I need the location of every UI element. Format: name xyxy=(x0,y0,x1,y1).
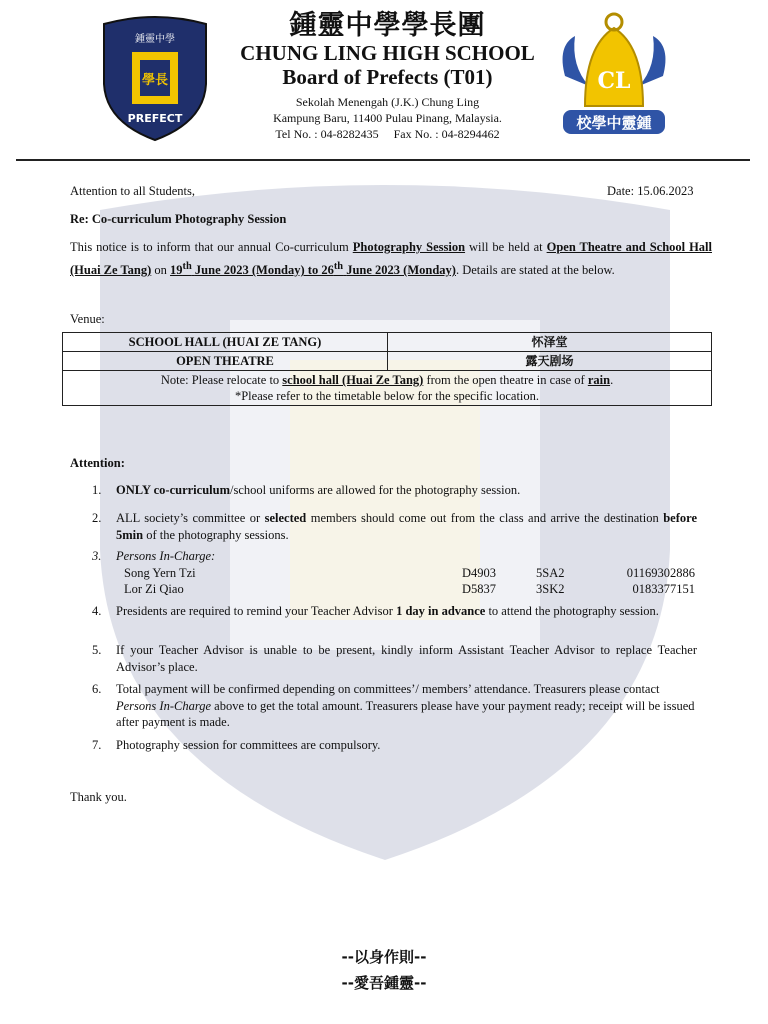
left-logo-char: 學長 xyxy=(141,73,169,88)
item-number: 7. xyxy=(92,738,102,752)
person-id: D5837 xyxy=(462,581,497,596)
item-4-bold: 1 day in advance xyxy=(396,604,486,618)
motto-line-1: --以身作則-- xyxy=(341,948,427,966)
table-row xyxy=(63,333,712,352)
item-1-bold: ONLY co-curriculum xyxy=(116,483,230,497)
date-start-sup: th xyxy=(182,261,192,272)
contact-line xyxy=(220,126,555,142)
intro-dates xyxy=(170,263,456,277)
item-number: 6. xyxy=(92,682,102,696)
table-row xyxy=(63,371,712,406)
left-logo-cn: 鍾靈中學 xyxy=(135,34,175,45)
list-item xyxy=(92,510,697,543)
intro-place: Open Theatre and School Hall (Huai Ze Tang) xyxy=(70,240,712,278)
item-6-text-a: Total payment will be confirmed depending on committees’/ members’ attendance. Treasurers please contact xyxy=(116,682,660,696)
person-phone: 01169302886 xyxy=(626,565,695,580)
address: Kampung Baru, 11400 Pulau Pinang, Malaysia. xyxy=(273,111,502,125)
letterhead xyxy=(220,10,555,142)
fax: Fax No. : 04-8294462 xyxy=(393,127,500,141)
person-row xyxy=(116,581,697,597)
item-2-text-b: members should come out from the class and arrive the destination xyxy=(310,511,659,525)
item-6-italic: Persons In-Charge xyxy=(116,698,212,713)
intro-paragraph xyxy=(70,238,712,280)
item-1-text: /school uniforms are allowed for the photography session. xyxy=(230,483,521,497)
right-logo-cn: 校學中靈鍾 xyxy=(576,114,652,132)
date-end-sup: th xyxy=(333,261,344,272)
list-item xyxy=(92,548,697,597)
left-logo-word: PREFECT xyxy=(127,112,183,125)
venue-label: Venue: xyxy=(70,312,105,326)
person-phone: 0183377151 xyxy=(632,581,695,596)
venue-en: SCHOOL HALL (HUAI ZE TANG) xyxy=(63,333,388,352)
school-name: CHUNG LING HIGH SCHOOL xyxy=(240,41,535,65)
person-id: D4903 xyxy=(462,565,497,580)
date-line: Date: 15.06.2023 xyxy=(607,184,694,198)
venue-cn: 怀泽堂 xyxy=(388,333,712,352)
note-place: school hall (Huai Ze Tang) xyxy=(282,373,424,387)
intro-text-1: This notice is to inform that our annual Co-curriculum xyxy=(70,240,349,254)
item-2-bold-1: selected xyxy=(264,511,307,525)
list-item xyxy=(92,642,697,675)
attention-heading: Attention: xyxy=(70,456,125,470)
person-name: Song Yern Tzi xyxy=(124,565,196,580)
venue-table xyxy=(62,332,712,406)
person-class: 5SA2 xyxy=(536,565,565,580)
motto-line-2: --愛吾鍾靈-- xyxy=(341,974,427,992)
item-number: 5. xyxy=(92,643,102,657)
note-text-a: Note: Please relocate to xyxy=(160,373,280,387)
header-rule xyxy=(16,159,750,161)
note-text-c: . xyxy=(610,373,614,387)
board-name: Board of Prefects (T01) xyxy=(282,65,493,89)
item-6-text-b: above to get the total amount. Treasurers please have your payment ready; receipt will be issued after payment is made. xyxy=(116,698,695,729)
date-range-mid: June 2023 (Monday) to 26 xyxy=(194,263,334,278)
right-logo-mark: CL xyxy=(597,68,631,94)
table-row xyxy=(63,352,712,371)
item-number: 3. xyxy=(92,549,102,563)
malay-name: Sekolah Menengah (J.K.) Chung Ling xyxy=(295,95,480,109)
person-name: Lor Zi Qiao xyxy=(124,581,184,596)
venue-en: OPEN THEATRE xyxy=(63,352,388,371)
item-number: 1. xyxy=(92,483,102,497)
person-row xyxy=(116,565,697,581)
persons-in-charge-title: Persons In-Charge: xyxy=(116,549,216,563)
venue-cn: 露天剧场 xyxy=(388,352,712,371)
school-bell-logo xyxy=(555,6,673,146)
intro-text-3: on xyxy=(154,263,167,278)
item-number: 2. xyxy=(92,511,102,525)
prefect-shield-logo xyxy=(100,14,210,142)
item-7-text: Photography session for committees are compulsory. xyxy=(116,738,381,752)
note-text-2: *Please refer to the timetable below for the specific location. xyxy=(234,389,540,403)
item-2-bold-2: before 5min xyxy=(116,511,698,542)
person-class: 3SK2 xyxy=(536,581,565,596)
item-number: 4. xyxy=(92,604,102,618)
list-item xyxy=(92,603,697,620)
note-rain: rain xyxy=(587,373,611,387)
list-item xyxy=(92,737,697,754)
intro-text-4: . Details are stated at the below. xyxy=(455,263,615,278)
date-start-day: 19 xyxy=(170,263,183,278)
intro-text-2: will be held at xyxy=(469,240,543,254)
note-text-b: from the open theatre in case of xyxy=(426,373,585,387)
cn-title: 鍾靈中學學長團 xyxy=(289,10,486,41)
thank-you: Thank you. xyxy=(70,790,127,804)
venue-note xyxy=(63,371,712,406)
item-2-text-c: of the photography sessions. xyxy=(146,527,289,542)
list-item xyxy=(92,482,697,499)
item-5-text: If your Teacher Advisor is unable to be present, kindly inform Assistant Teacher Advisor to replace Teacher Advisor’s place. xyxy=(116,643,697,674)
tel: Tel No. : 04-8282435 xyxy=(275,127,379,141)
list-item xyxy=(92,681,697,731)
date-end: June 2023 (Monday) xyxy=(346,263,456,278)
item-4-text-a: Presidents are required to remind your Teacher Advisor xyxy=(116,604,393,618)
item-4-text-b: to attend the photography session. xyxy=(488,604,659,618)
intro-event: Photography Session xyxy=(352,240,466,254)
attention-line: Attention to all Students, xyxy=(70,184,195,198)
subject-line: Re: Co-curriculum Photography Session xyxy=(70,212,287,226)
item-2-text-a: ALL society’s committee or xyxy=(116,511,261,525)
